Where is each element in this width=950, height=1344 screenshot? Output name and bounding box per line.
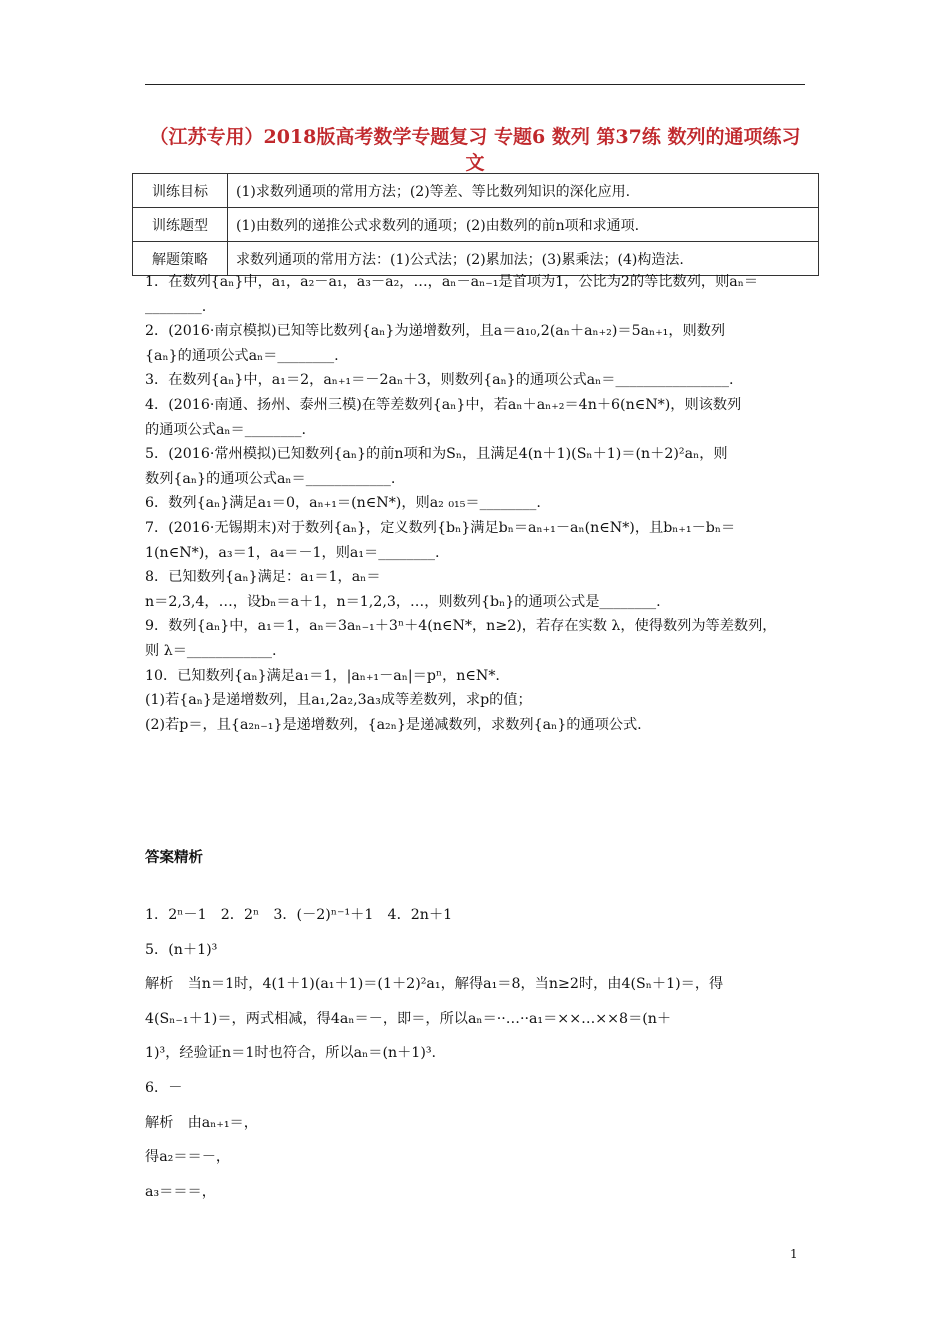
table-value: (1)由数列的递推公式求数列的通项；(2)由数列的前n项和求通项. (228, 208, 819, 242)
problem-line: 2．(2016·南京模拟)已知等比数列{aₙ}为递增数列，且a＝a₁₀,2(aₙ＋aₙ₊₂)＝5aₙ₊₁，则数列 (145, 323, 726, 340)
answer-line: 5．(n＋1)³ (145, 941, 218, 958)
problem-line: 1(n∈N*)，a₃＝1，a₄＝－1，则a₁＝________. (145, 544, 440, 561)
answer-line: 1)³，经验证n＝1时也符合，所以aₙ＝(n＋1)³. (145, 1045, 437, 1062)
answers-list (145, 898, 810, 1209)
header-rule (145, 84, 805, 85)
answers-heading: 答案精析 (145, 849, 203, 866)
problem-list (145, 270, 810, 737)
problem-line: 4．(2016·南通、扬州、泰州三模)在等差数列{aₙ}中，若aₙ＋aₙ₊₂＝4n＋6(n∈N*)，则该数列 (145, 396, 742, 413)
answer-line: a₃＝＝＝， (145, 1183, 216, 1200)
problem-line: 1．在数列{aₙ}中，a₁，a₂－a₁，a₃－a₂，…，aₙ－aₙ₋₁是首项为1，公比为2的等比数列，则aₙ＝ (145, 274, 759, 290)
problem-line: (1)若{aₙ}是递增数列，且a₁,2a₂,3a₃成等差数列，求p的值； (145, 692, 532, 709)
answer-line: 6．－ (145, 1079, 183, 1096)
problem-line: {aₙ}的通项公式aₙ＝________. (145, 347, 339, 364)
answer-line: 得a₂＝＝－， (145, 1149, 231, 1166)
problem-line: 则 λ＝____________. (145, 642, 277, 659)
problem-line: 8．已知数列{aₙ}满足：a₁＝1，aₙ＝ (145, 569, 381, 586)
problem-line: 3．在数列{aₙ}中，a₁＝2，aₙ₊₁＝－2aₙ＋3，则数列{aₙ}的通项公式aₙ＝________________. (145, 372, 734, 389)
document-title: （江苏专用）2018版高考数学专题复习 专题6 数列 第37练 数列的通项练习 文 (149, 126, 801, 174)
page-number: 1 (790, 1247, 798, 1261)
problem-line: ________. (145, 298, 207, 315)
table-label: 解题策略 (133, 242, 228, 276)
answer-line: 4(Sₙ₋₁＋1)＝，两式相减，得4aₙ＝－，即＝，所以aₙ＝··…··a₁＝××…××8＝(n＋ (145, 1010, 672, 1027)
problem-line: 9．数列{aₙ}中，a₁＝1，aₙ＝3aₙ₋₁＋3ⁿ＋4(n∈N*，n≥2)，若存在实数 λ，使得数列为等差数列， (145, 618, 777, 635)
problem-line: 6．数列{aₙ}满足a₁＝0，aₙ₊₁＝(n∈N*)，则a₂ ₀₁₅＝________. (145, 495, 541, 512)
problem-line: n＝2,3,4，…，设bₙ＝a＋1，n＝1,2,3，…，则数列{bₙ}的通项公式是________. (145, 593, 661, 610)
table-row (133, 174, 819, 208)
problem-line: 5．(2016·常州模拟)已知数列{aₙ}的前n项和为Sₙ，且满足4(n＋1)(Sₙ＋1)＝(n＋2)²aₙ，则 (145, 446, 728, 463)
problem-line: 数列{aₙ}的通项公式aₙ＝____________. (145, 470, 396, 487)
table-row (133, 208, 819, 242)
problem-line: 7．(2016·无锡期末)对于数列{aₙ}，定义数列{bₙ}满足bₙ＝aₙ₊₁－aₙ(n∈N*)，且bₙ₊₁－bₙ＝ (145, 519, 736, 536)
training-table (132, 173, 819, 276)
problem-line: 的通项公式aₙ＝________. (145, 421, 306, 438)
table-value: 求数列通项的常用方法：(1)公式法；(2)累加法；(3)累乘法；(4)构造法. (228, 242, 819, 276)
answer-line: 解析 当n＝1时，4(1＋1)(a₁＋1)＝(1＋2)²a₁，解得a₁＝8，当n≥2时，由4(Sₙ＋1)＝，得 (145, 976, 724, 993)
answer-line: 1．2ⁿ－1 2．2ⁿ 3．(－2)ⁿ⁻¹＋1 4．2n＋1 (145, 907, 453, 923)
answer-line: 解析 由aₙ₊₁＝， (145, 1114, 258, 1131)
table-label: 训练题型 (133, 208, 228, 242)
table-value: (1)求数列通项的常用方法；(2)等差、等比数列知识的深化应用. (228, 174, 819, 208)
problem-line: (2)若p＝，且{a₂ₙ₋₁}是递增数列，{a₂ₙ}是递减数列，求数列{aₙ}的通项公式. (145, 716, 642, 733)
table-label: 训练目标 (133, 174, 228, 208)
problem-line: 10．已知数列{aₙ}满足a₁＝1，|aₙ₊₁－aₙ|＝pⁿ，n∈N*. (145, 667, 500, 684)
